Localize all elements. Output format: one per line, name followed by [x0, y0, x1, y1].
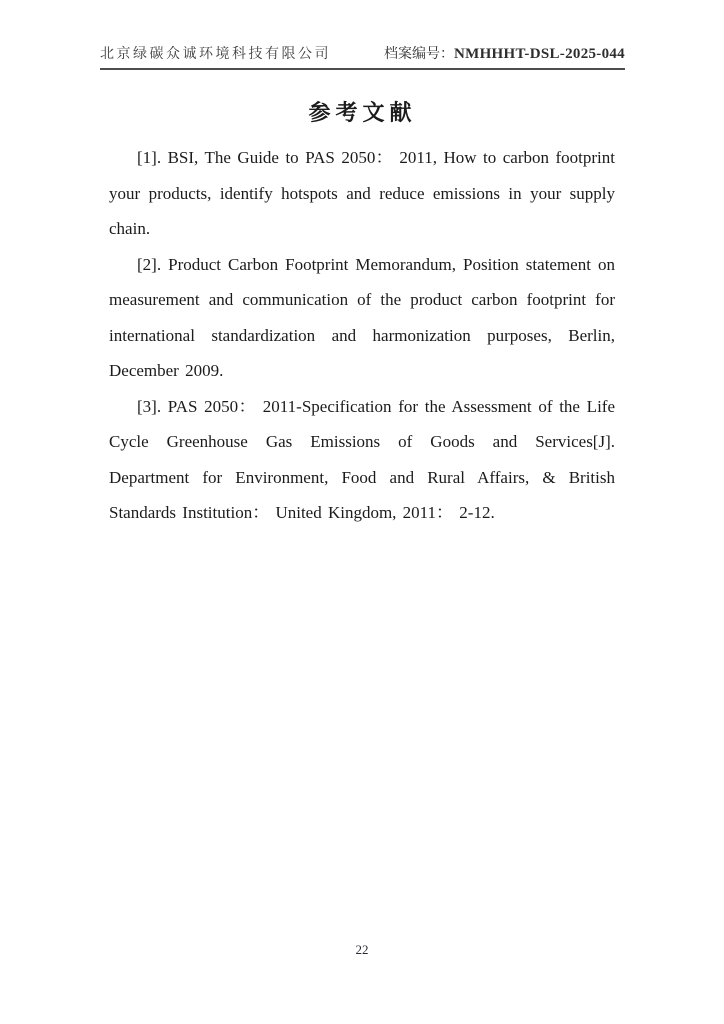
- reference-item: [1]. BSI, The Guide to PAS 2050： 2011, How to carbon footprint your products, identify hotspots and reduce emissions in your supply chain.: [109, 148, 615, 238]
- header-doc-number: [384, 43, 625, 63]
- doc-number-value: NMHHHT-DSL-2025-044: [454, 46, 625, 62]
- reference-item: [3]. PAS 2050： 2011-Specification for the Assessment of the Life Cycle Greenhouse Gas Emissions of Goods and Services[J]. Department for Environment, Food and Rural Affairs, & British Standards Institution： United Kingdom, 2011： 2-12.: [109, 396, 615, 522]
- reference-item: [2]. Product Carbon Footprint Memorandum, Position statement on measurement and communication of the product carbon footprint for international standardization and harmonization purposes, Berlin, December 2009.: [109, 254, 615, 380]
- header-company-name: 北京绿碳众诚环境科技有限公司: [100, 47, 331, 62]
- page-title: 参考文献: [308, 100, 417, 125]
- references-list: [109, 140, 615, 531]
- page-header: [100, 44, 625, 70]
- doc-number-label: 档案编号：: [384, 47, 454, 62]
- page-number: 22: [355, 942, 369, 957]
